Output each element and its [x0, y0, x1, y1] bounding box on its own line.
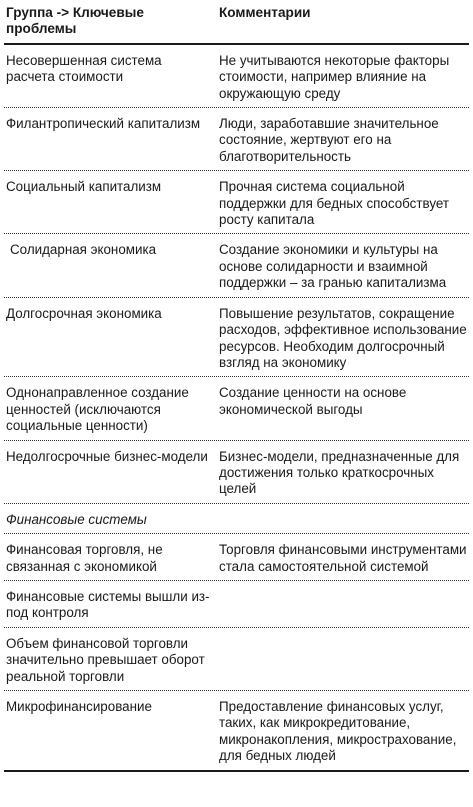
table-row	[4, 298, 469, 378]
table-row	[4, 171, 469, 234]
row-group: Однонаправленное создание ценностей (исключаются социальные ценности)	[6, 385, 189, 434]
row-comment: Создание экономики и культуры на основе солидарности и взаимной поддержки – за гранью капитализма	[219, 242, 447, 291]
row-group: Финансовая торговля, не связанная с экономикой	[6, 542, 163, 574]
table-row	[4, 534, 469, 581]
table-row	[4, 581, 469, 628]
section-row	[4, 504, 469, 534]
table-row	[4, 691, 469, 772]
table-row	[4, 628, 469, 691]
table-row	[4, 377, 469, 440]
table-row	[4, 234, 469, 297]
table-header	[4, 2, 469, 45]
row-comment: Торговля финансовыми инструментами стала самостоятельной системой	[219, 542, 467, 574]
row-group: Долгосрочная экономика	[6, 305, 162, 321]
header-comment: Комментарии	[219, 5, 311, 20]
row-comment: Создание ценности на основе экономической выгоды	[219, 385, 407, 417]
row-comment	[217, 628, 469, 690]
section-title: Финансовые системы	[6, 511, 147, 527]
row-group: Солидарная экономика	[10, 242, 157, 258]
row-group: Филантропический капитализм	[6, 116, 201, 132]
row-group: Финансовые системы вышли из-под контроля	[6, 588, 210, 621]
table-row	[4, 441, 469, 504]
row-comment	[217, 504, 469, 533]
row-comment: Не учитываются некоторые факторы стоимости, например влияние на окружающую среду	[219, 52, 450, 101]
row-comment: Повышение результатов, сокращение расходов, эффективное использование ресурсов. Необходим долгосрочный взгляд на экономику	[219, 305, 467, 370]
row-group: Объем финансовой торговли значительно превышает оборот реальной торговли	[6, 635, 205, 684]
row-group: Социальный капитализм	[6, 179, 162, 195]
issues-table	[4, 2, 469, 772]
table-row	[4, 108, 469, 171]
row-comment: Бизнес-модели, предназначенные для достижения только краткосрочных целей	[219, 448, 460, 497]
row-comment: Прочная система социальной поддержки для бедных способствует росту капитала	[219, 179, 449, 228]
row-comment	[217, 581, 469, 627]
table-row	[4, 45, 469, 108]
row-group: Несовершенная система расчета стоимости	[6, 52, 162, 85]
row-group: Недолгосрочные бизнес-модели	[6, 448, 208, 464]
header-group: Группа -> Ключевые проблемы	[6, 5, 144, 37]
row-group: Микрофинансирование	[6, 699, 152, 714]
row-comment: Предоставление финансовых услуг, таких, как микрокредитование, микронакопления, микрострахование, для бедных людей	[219, 699, 457, 764]
row-comment: Люди, заработавшие значительное состояние, жертвуют его на благотворительность	[219, 116, 439, 164]
